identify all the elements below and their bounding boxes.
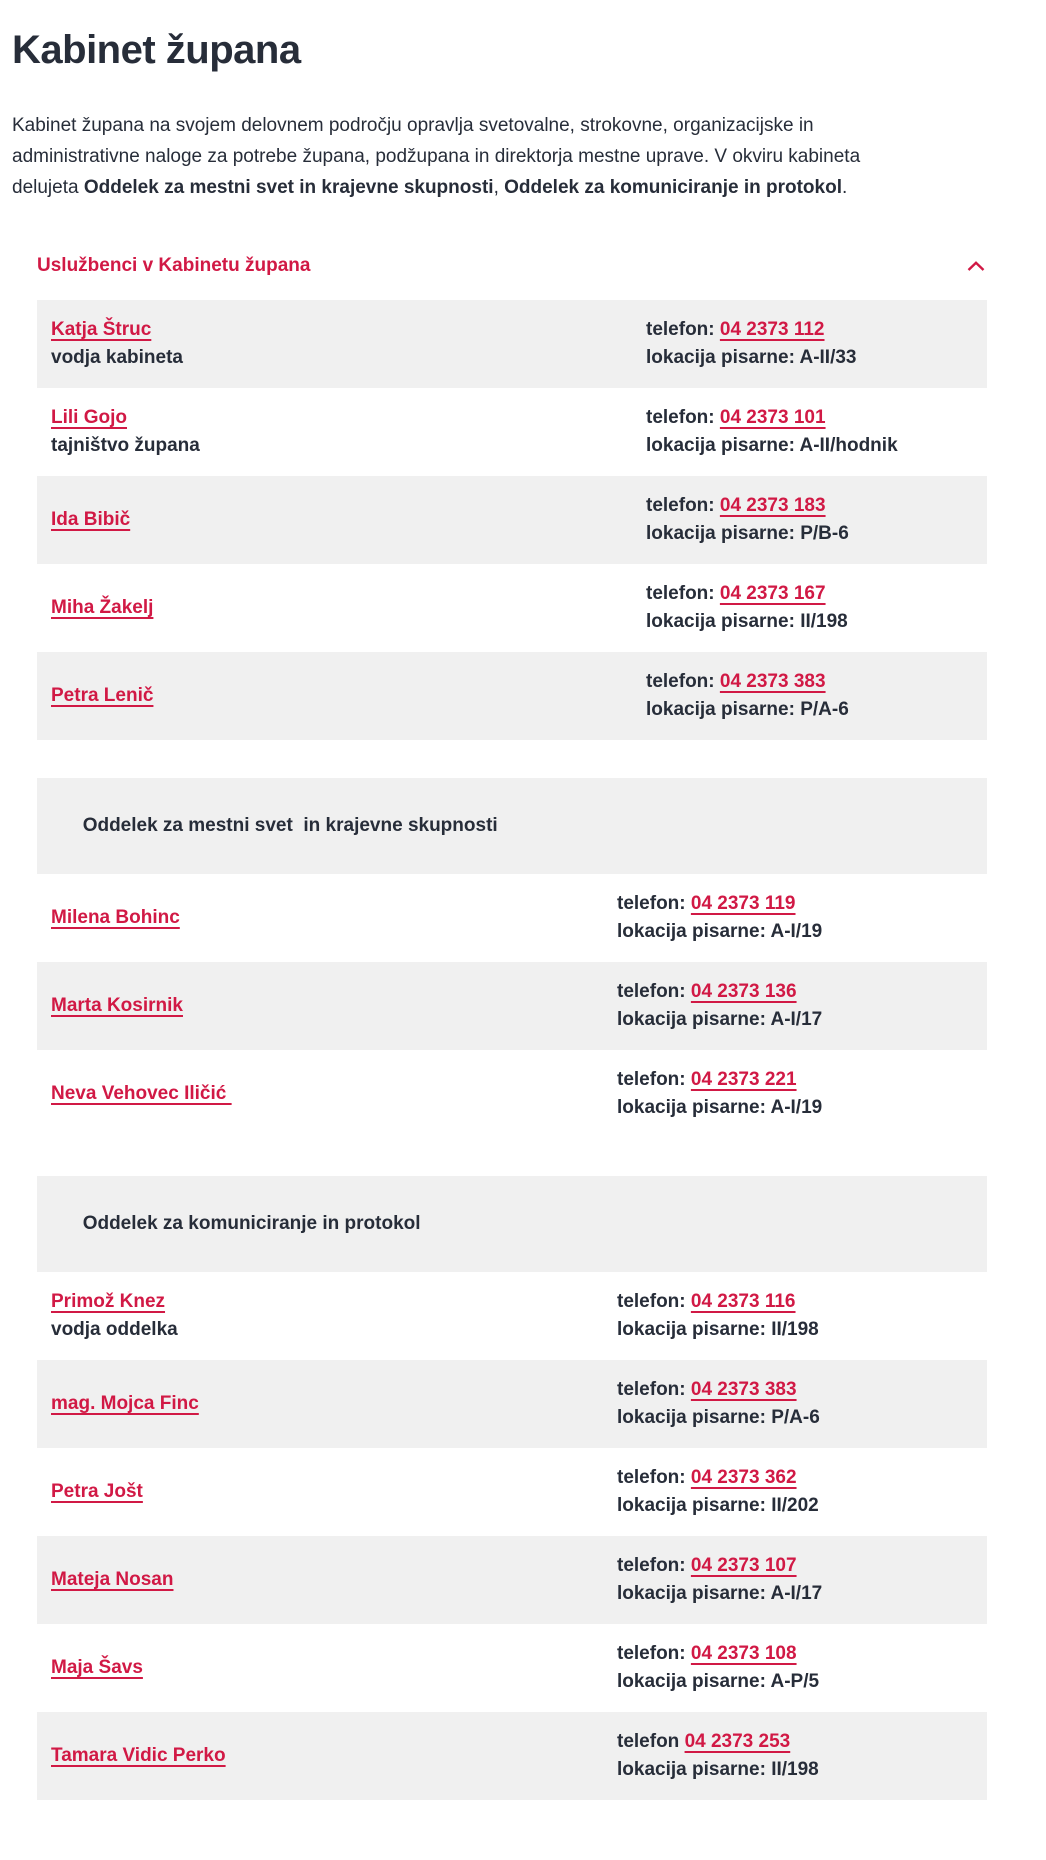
employee-identity [51, 404, 646, 460]
location-line [617, 918, 822, 946]
employee-name-link[interactable]: Mateja Nosan [51, 1569, 174, 1590]
phone-label: telefon [617, 1731, 680, 1752]
phone-line [617, 890, 822, 918]
employee-name-link[interactable]: Maja Šavs [51, 1657, 143, 1678]
location-value: II/202 [771, 1495, 819, 1516]
phone-line [617, 1376, 820, 1404]
employee-role: tajništvo župana [51, 435, 200, 456]
location-line [646, 432, 898, 460]
employee-name-link[interactable]: Petra Lenič [51, 685, 154, 706]
phone-link[interactable]: 04 2373 112 [719, 319, 825, 340]
employee-row [37, 1448, 987, 1536]
page [0, 26, 1046, 1800]
employee-section [37, 778, 987, 1138]
location-line [617, 1404, 820, 1432]
phone-line [646, 316, 857, 344]
phone-label: telefon: [617, 1555, 686, 1576]
employee-row [37, 1536, 987, 1624]
phone-link[interactable]: 04 2373 221 [690, 1069, 797, 1090]
location-line [646, 520, 849, 548]
phone-label: telefon: [646, 583, 715, 604]
section-title: Oddelek za mestni svet in krajevne skupnosti [82, 815, 498, 836]
phone-line [617, 1066, 822, 1094]
employee-name-link[interactable]: mag. Mojca Finc [51, 1393, 199, 1414]
phone-label: telefon: [617, 981, 686, 1002]
employee-contact [617, 1288, 819, 1344]
location-value: II/198 [800, 611, 848, 632]
employee-row [37, 476, 987, 564]
phone-label: telefon: [617, 1069, 686, 1090]
employee-sections [37, 300, 987, 1800]
employee-identity [51, 904, 617, 932]
phone-link[interactable]: 04 2373 383 [690, 1379, 797, 1400]
location-line [646, 696, 849, 724]
chevron-up-icon[interactable] [965, 258, 987, 274]
employee-contact [617, 1376, 820, 1432]
phone-line [617, 978, 822, 1006]
employee-row [37, 1272, 987, 1360]
location-value: A-I/17 [770, 1583, 823, 1604]
location-label: lokacija pisarne: [617, 1009, 766, 1030]
phone-label: telefon: [617, 1379, 686, 1400]
location-line [617, 1006, 822, 1034]
phone-link[interactable]: 04 2373 107 [690, 1555, 797, 1576]
employee-identity [51, 506, 646, 534]
phone-line [646, 580, 848, 608]
location-value: A-II/33 [799, 347, 857, 368]
phone-link[interactable]: 04 2373 116 [690, 1291, 796, 1312]
employee-contact [617, 978, 822, 1034]
page-title: Kabinet župana [12, 28, 301, 72]
location-value: P/B-6 [800, 523, 849, 544]
section-rows [37, 1272, 987, 1800]
employee-role: vodja kabineta [51, 347, 183, 368]
employee-contact [646, 580, 848, 636]
phone-link[interactable]: 04 2373 167 [719, 583, 826, 604]
phone-label: telefon: [646, 671, 715, 692]
location-label: lokacija pisarne: [617, 1583, 766, 1604]
location-label: lokacija pisarne: [617, 921, 766, 942]
employee-name-link[interactable]: Primož Knez [51, 1291, 166, 1312]
location-line [617, 1668, 819, 1696]
location-label: lokacija pisarne: [617, 1407, 766, 1428]
intro-bold-department-2: Oddelek za komuniciranje in protokol [504, 177, 842, 198]
employee-row [37, 1360, 987, 1448]
location-value: P/A-6 [771, 1407, 820, 1428]
location-line [617, 1094, 822, 1122]
employee-name-link[interactable]: Marta Kosirnik [51, 995, 183, 1016]
phone-label: telefon: [617, 893, 686, 914]
employee-name-link[interactable]: Miha Žakelj [51, 597, 154, 618]
employee-name-link[interactable]: Neva Vehovec Iličić [51, 1083, 232, 1104]
location-label: lokacija pisarne: [617, 1671, 766, 1692]
location-value: II/198 [771, 1759, 819, 1780]
location-label: lokacija pisarne: [646, 435, 795, 456]
phone-link[interactable]: 04 2373 101 [719, 407, 826, 428]
phone-link[interactable]: 04 2373 183 [719, 495, 826, 516]
employee-row [37, 652, 987, 740]
employee-row [37, 1624, 987, 1712]
employee-name-link[interactable]: Tamara Vidic Perko [51, 1745, 226, 1766]
employee-contact [617, 1552, 822, 1608]
employee-role: vodja oddelka [51, 1319, 178, 1340]
employees-accordion [37, 255, 987, 1800]
employee-identity [51, 682, 646, 710]
intro-separator: , [493, 177, 505, 198]
phone-link[interactable]: 04 2373 136 [690, 981, 797, 1002]
phone-label: telefon: [617, 1643, 686, 1664]
phone-line [646, 492, 849, 520]
phone-line [617, 1640, 819, 1668]
phone-link[interactable]: 04 2373 362 [690, 1467, 797, 1488]
employee-contact [646, 316, 857, 372]
employee-name-link[interactable]: Lili Gojo [51, 407, 127, 428]
location-label: lokacija pisarne: [646, 699, 795, 720]
employee-identity [51, 992, 617, 1020]
phone-link[interactable]: 04 2373 108 [690, 1643, 797, 1664]
phone-label: telefon: [646, 495, 715, 516]
employee-name-link[interactable]: Petra Jošt [51, 1481, 143, 1502]
location-line [617, 1580, 822, 1608]
phone-line [646, 668, 849, 696]
phone-line [617, 1728, 819, 1756]
location-value: A-I/19 [770, 1097, 823, 1118]
employee-name-link[interactable]: Katja Štruc [51, 319, 152, 340]
location-value: A-P/5 [770, 1671, 820, 1692]
phone-line [617, 1552, 822, 1580]
employee-row [37, 300, 987, 388]
location-line [617, 1756, 819, 1784]
phone-line [617, 1464, 819, 1492]
employee-identity [51, 1654, 617, 1682]
intro-paragraph [12, 110, 886, 203]
employee-name-link[interactable]: Ida Bibič [51, 509, 131, 530]
employee-contact [617, 1640, 819, 1696]
phone-label: telefon: [646, 319, 715, 340]
phone-link[interactable]: 04 2373 119 [690, 893, 796, 914]
intro-bold-department-1: Oddelek za mestni svet in krajevne skupnosti [83, 177, 494, 198]
section-rows [37, 300, 987, 740]
accordion-title: Uslužbenci v Kabinetu župana [37, 255, 311, 276]
location-label: lokacija pisarne: [617, 1319, 766, 1340]
location-label: lokacija pisarne: [646, 523, 795, 544]
phone-label: telefon: [617, 1467, 686, 1488]
employee-identity [51, 1288, 617, 1344]
employee-section [37, 1176, 987, 1800]
employee-contact [617, 890, 822, 946]
section-header [37, 1176, 987, 1272]
phone-label: telefon: [617, 1291, 686, 1312]
employee-section [37, 300, 987, 740]
employee-identity [51, 316, 646, 372]
employee-contact [646, 492, 849, 548]
employee-contact [617, 1066, 822, 1122]
accordion-header[interactable] [37, 255, 987, 277]
employee-row [37, 1712, 987, 1800]
location-label: lokacija pisarne: [617, 1495, 766, 1516]
location-value: A-II/hodnik [799, 435, 898, 456]
phone-line [617, 1288, 819, 1316]
location-line [646, 344, 857, 372]
employee-identity [51, 1566, 617, 1594]
employee-contact [646, 404, 898, 460]
phone-label: telefon: [646, 407, 715, 428]
phone-link[interactable]: 04 2373 383 [719, 671, 826, 692]
employee-identity [51, 1080, 617, 1108]
section-rows [37, 874, 987, 1138]
section-header [37, 778, 987, 874]
section-title: Oddelek za komuniciranje in protokol [82, 1213, 421, 1234]
location-line [617, 1316, 819, 1344]
location-value: P/A-6 [800, 699, 849, 720]
employee-identity [51, 1742, 617, 1770]
employee-identity [51, 1478, 617, 1506]
intro-text-after: . [841, 177, 848, 198]
phone-line [646, 404, 898, 432]
employee-identity [51, 1390, 617, 1418]
location-line [646, 608, 848, 636]
employee-identity [51, 594, 646, 622]
location-value: II/198 [771, 1319, 819, 1340]
employee-contact [617, 1464, 819, 1520]
location-label: lokacija pisarne: [646, 611, 795, 632]
employee-row [37, 388, 987, 476]
employee-row [37, 564, 987, 652]
location-value: A-I/19 [770, 921, 823, 942]
location-value: A-I/17 [770, 1009, 823, 1030]
location-label: lokacija pisarne: [646, 347, 795, 368]
employee-row [37, 962, 987, 1050]
employee-contact [646, 668, 849, 724]
intro-text-before: Kabinet župana na svojem delovnem področju opravlja svetovalne, strokovne, organizacijske in administrativne naloge za potrebe župana, podžupana in direktorja mestne uprave. V okviru kabineta delujeta [12, 115, 861, 198]
employee-contact [617, 1728, 819, 1784]
location-line [617, 1492, 819, 1520]
employee-row [37, 1050, 987, 1138]
location-label: lokacija pisarne: [617, 1759, 766, 1780]
phone-link[interactable]: 04 2373 253 [684, 1731, 791, 1752]
employee-row [37, 874, 987, 962]
employee-name-link[interactable]: Milena Bohinc [51, 907, 180, 928]
location-label: lokacija pisarne: [617, 1097, 766, 1118]
